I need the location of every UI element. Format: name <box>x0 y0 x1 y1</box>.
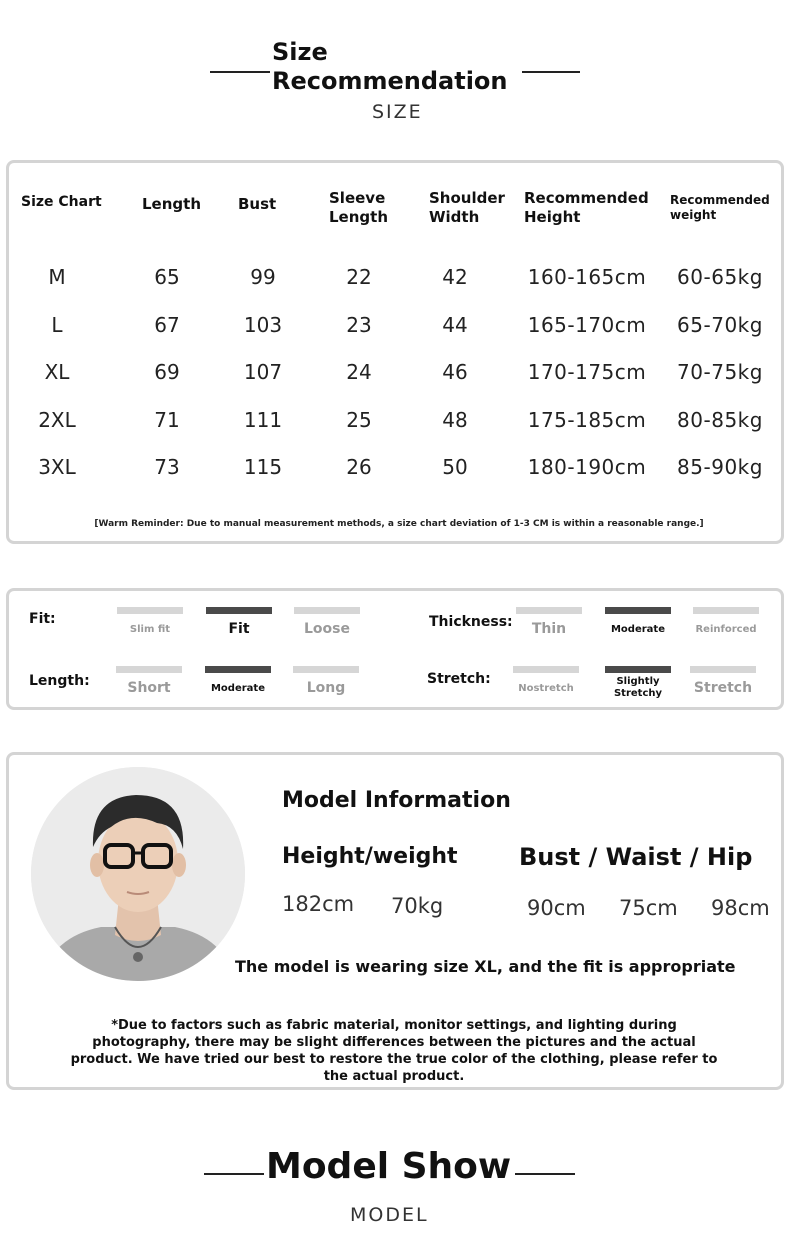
thickness-option-label: Thin <box>531 621 567 637</box>
length-option-bar <box>293 666 359 673</box>
heading-line-left <box>210 71 270 73</box>
thickness-option-label: Moderate <box>610 624 665 635</box>
size-chart-cell: 42 <box>442 265 468 289</box>
length-option-bar <box>116 666 182 673</box>
size-chart-cell: 50 <box>442 455 468 479</box>
length-option-bar <box>205 666 271 673</box>
fit-option-bar <box>117 607 183 614</box>
header-line: Length <box>142 195 201 213</box>
size-chart-cell: 70-75kg <box>677 360 763 384</box>
size-chart-cell: 73 <box>154 455 180 479</box>
size-chart-cell: 24 <box>346 360 372 384</box>
size-chart-cell: 65 <box>154 265 180 289</box>
size-chart-cell: 25 <box>346 408 372 432</box>
header-line: Sleeve <box>329 189 386 207</box>
size-chart-cell: 67 <box>154 313 180 337</box>
header-line: Shoulder <box>429 189 505 207</box>
size-chart-cell: 180-190cm <box>527 455 647 479</box>
size-heading-subtitle: SIZE <box>372 101 423 123</box>
header-line: Width <box>429 208 480 226</box>
size-chart-cell: 99 <box>250 265 276 289</box>
bust-waist-hip-label: Bust / Waist / Hip <box>519 843 753 871</box>
size-chart-cell: 115 <box>243 455 283 479</box>
stretch-option <box>690 666 756 696</box>
thickness-option-bar <box>693 607 759 614</box>
model-waist: 75cm <box>619 896 678 920</box>
title-line-2: Recommendation <box>272 67 508 95</box>
color-disclaimer: *Due to factors such as fabric material, monitor settings, and lighting during photography, there may be slight differences between the pictures and the actual product. We have tried our best to restore the true color of the clothing, please refer to the actual product. <box>70 1018 718 1084</box>
thickness-option <box>693 607 759 636</box>
thickness-option <box>516 607 582 637</box>
model-bust: 90cm <box>527 896 586 920</box>
stretch-option-bar <box>605 666 671 673</box>
size-chart-cell: 65-70kg <box>677 313 763 337</box>
heading-line-right <box>522 71 580 73</box>
fit-label: Fit: <box>29 611 56 627</box>
model-height: 182cm <box>282 892 355 916</box>
fit-option <box>294 607 360 637</box>
size-chart-cell: 107 <box>243 360 283 384</box>
size-label: 3XL <box>38 455 76 479</box>
size-chart-header <box>429 189 505 227</box>
size-label: 2XL <box>38 408 76 432</box>
header-line: Recommended <box>524 189 649 207</box>
header-line: Size Chart <box>21 194 102 210</box>
size-chart-header <box>329 189 388 227</box>
height-weight-label: Height/weight <box>282 844 458 869</box>
model-portrait-image <box>31 767 245 981</box>
length-option-label: Short <box>127 680 171 696</box>
size-chart-cell: 85-90kg <box>677 455 763 479</box>
stretch-option-label: Slightly Stretchy <box>613 676 663 699</box>
thickness-option-bar <box>516 607 582 614</box>
header-line: weight <box>670 208 717 222</box>
size-chart-cell: 46 <box>442 360 468 384</box>
fit-option-label: Slim fit <box>129 624 171 635</box>
length-option <box>205 666 271 695</box>
length-option <box>116 666 182 696</box>
fit-option <box>117 607 183 636</box>
size-chart-header <box>21 195 102 210</box>
model-weight: 70kg <box>391 894 444 918</box>
size-chart-cell: 69 <box>154 360 180 384</box>
header-line: Bust <box>238 195 277 213</box>
thickness-option <box>605 607 671 636</box>
model-info-panel <box>6 752 784 1090</box>
model-wearing-note: The model is wearing size XL, and the fit is appropriate <box>235 957 736 976</box>
size-chart-cell: 22 <box>346 265 372 289</box>
size-heading <box>0 0 790 130</box>
title-line-1: Size <box>272 38 328 66</box>
thickness-option-bar <box>605 607 671 614</box>
size-label: XL <box>44 360 70 384</box>
size-chart-cell: 23 <box>346 313 372 337</box>
model-hip: 98cm <box>711 896 770 920</box>
size-label: L <box>51 313 63 337</box>
fit-option-label: Loose <box>304 621 350 637</box>
size-chart-header <box>142 195 201 214</box>
stretch-option-label: Nostretch <box>518 683 574 694</box>
size-chart-cell: 80-85kg <box>677 408 763 432</box>
fit-option <box>206 607 272 637</box>
length-label: Length: <box>29 673 90 689</box>
stretch-option <box>605 666 671 700</box>
size-chart-header <box>238 195 276 214</box>
stretch-label: Stretch: <box>427 671 491 687</box>
model-show-subtitle: MODEL <box>350 1204 429 1226</box>
fit-attributes-panel <box>6 588 784 710</box>
fit-option-bar <box>206 607 272 614</box>
size-chart-cell: 44 <box>442 313 468 337</box>
model-avatar <box>31 767 245 981</box>
size-chart-cell: 175-185cm <box>527 408 647 432</box>
header-line: Recommended <box>670 193 770 207</box>
size-chart-cell: 160-165cm <box>527 265 647 289</box>
stretch-option <box>513 666 579 695</box>
size-chart-cell: 48 <box>442 408 468 432</box>
size-chart-header <box>670 193 770 223</box>
size-chart-cell: 103 <box>243 313 283 337</box>
stretch-option-bar <box>690 666 756 673</box>
model-show-heading <box>0 1130 790 1240</box>
stretch-option-label: Stretch <box>693 680 753 696</box>
length-option-label: Long <box>306 680 346 696</box>
model-info-title: Model Information <box>282 788 511 813</box>
size-chart-cell: 165-170cm <box>527 313 647 337</box>
heading-line-right <box>515 1173 575 1175</box>
size-heading-title <box>272 38 508 96</box>
heading-line-left <box>204 1173 264 1175</box>
size-label: M <box>48 265 66 289</box>
thickness-option-label: Reinforced <box>695 624 757 635</box>
size-chart-panel <box>6 160 784 544</box>
header-line: Height <box>524 208 581 226</box>
header-line: Length <box>329 208 388 226</box>
model-show-title: Model Show <box>266 1146 512 1187</box>
length-option-label: Moderate <box>210 683 265 694</box>
thickness-label: Thickness: <box>429 614 513 630</box>
length-option <box>293 666 359 696</box>
size-chart-cell: 71 <box>154 408 180 432</box>
warm-reminder: [Warm Reminder: Due to manual measurement methods, a size chart deviation of 1-3 CM is within a reasonable range.] <box>94 519 704 529</box>
fit-option-label: Fit <box>228 621 250 637</box>
size-chart-cell: 111 <box>243 408 283 432</box>
size-chart-cell: 60-65kg <box>677 265 763 289</box>
stretch-option-bar <box>513 666 579 673</box>
fit-option-bar <box>294 607 360 614</box>
size-chart-cell: 170-175cm <box>527 360 647 384</box>
size-chart-header <box>524 189 649 227</box>
size-chart-cell: 26 <box>346 455 372 479</box>
